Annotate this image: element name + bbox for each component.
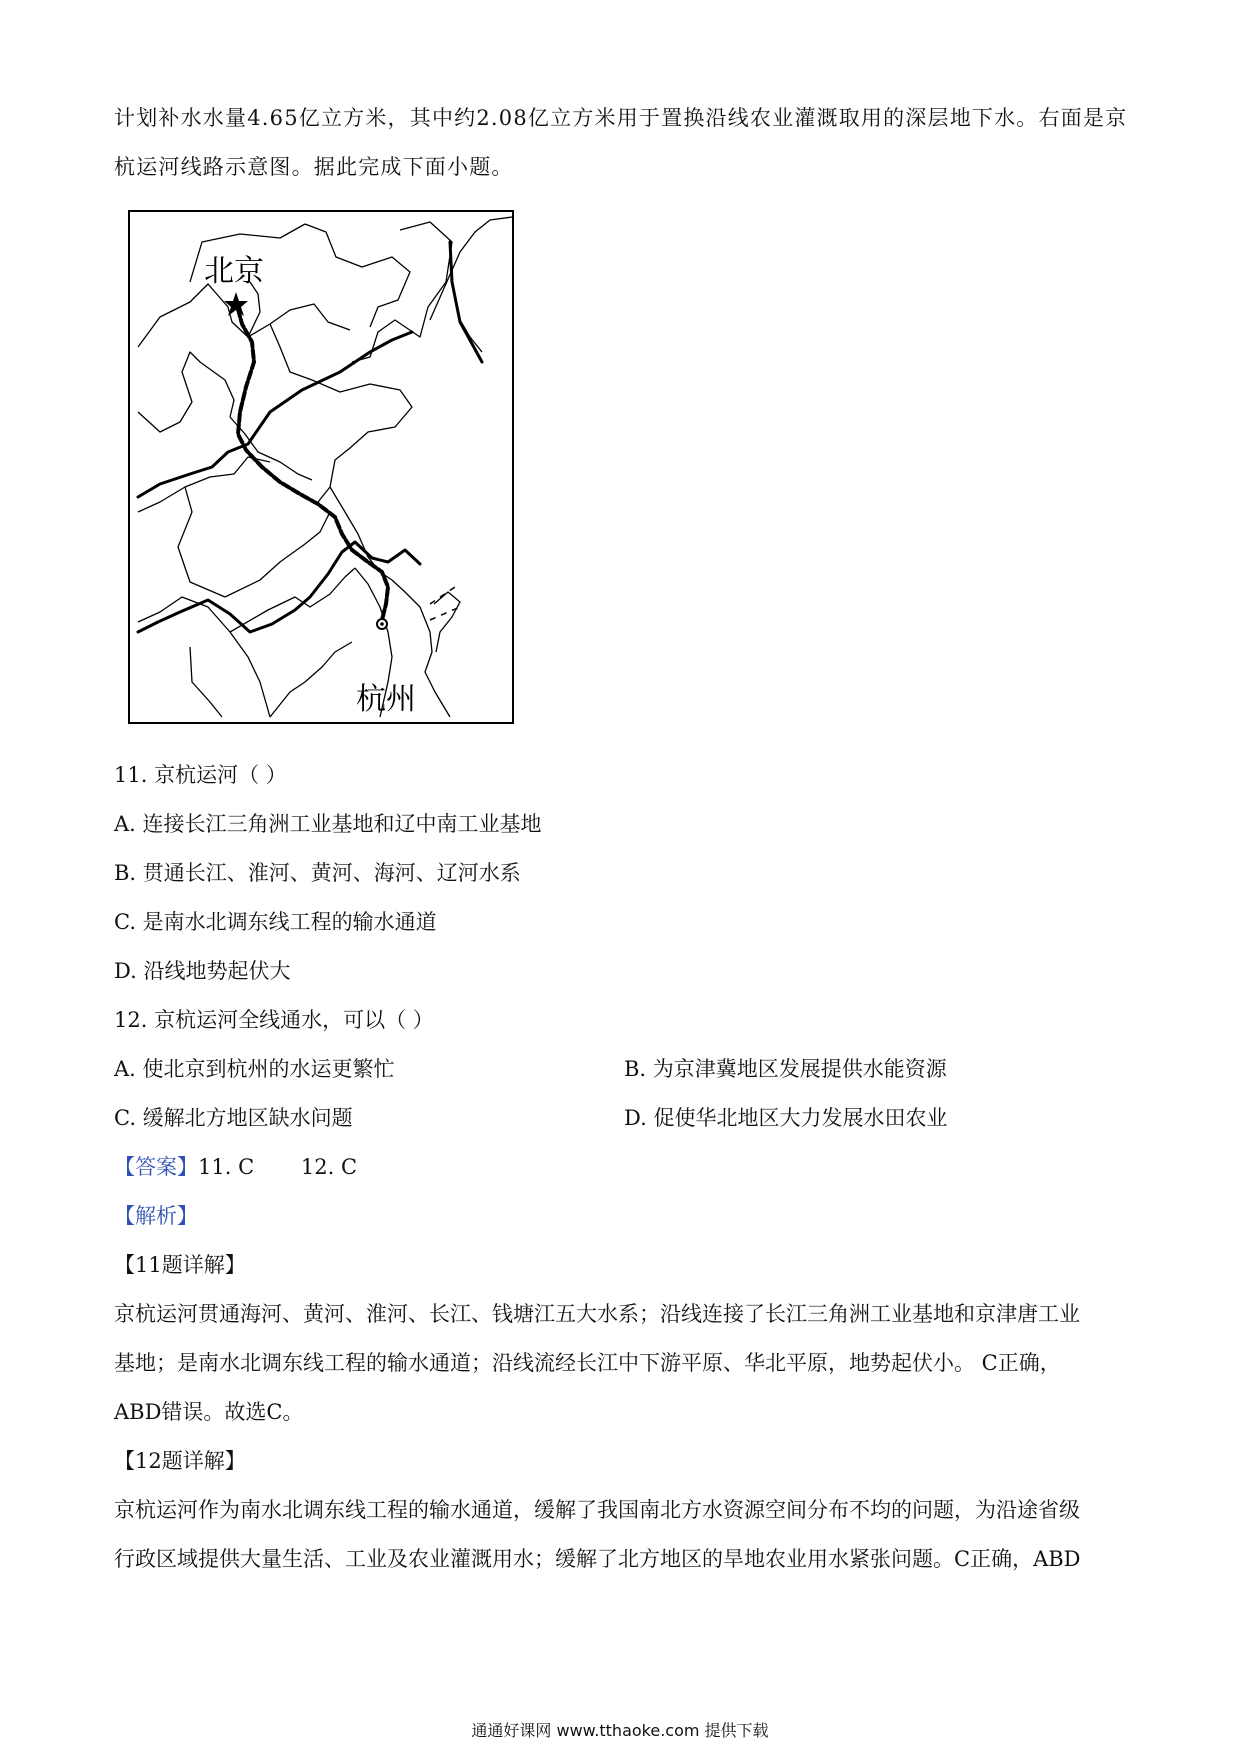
q11-detail-line-2: 基地；是南水北调东线工程的输水通道；沿线流经长江中下游平原、华北平原，地势起伏小。 C正确， — [114, 1351, 1061, 1375]
q11-option-b: B. 贯通长江、淮河、黄河、海河、辽河水系 — [114, 861, 521, 885]
q12-option-d: D. 促使华北地区大力发展水田农业 — [624, 1106, 948, 1130]
intro-line-2: 杭运河线路示意图。据此完成下面小题。 — [114, 155, 514, 179]
q11-detail-line-1: 京杭运河贯通海河、黄河、淮河、长江、钱塘江五大水系；沿线连接了长江三角洲工业基地和京津唐工业 — [114, 1302, 1080, 1326]
intro-line-1: 计划补水水量4.65亿立方米，其中约2.08亿立方米用于置换沿线农业灌溉取用的深层地下水。右面是京 — [114, 106, 1128, 130]
q12-detail-heading: 【12题详解】 — [114, 1449, 246, 1473]
q11-option-c: C. 是南水北调东线工程的输水通道 — [114, 910, 437, 934]
map-label-beijing: 北京 — [204, 254, 264, 289]
q12-detail-line-2: 行政区域提供大量生活、工业及农业灌溉用水；缓解了北方地区的旱地农业用水紧张问题。C正确，ABD — [114, 1547, 1081, 1571]
answer-line — [114, 1152, 357, 1182]
map-label-hangzhou: 杭州 — [356, 682, 416, 717]
q12-option-b: B. 为京津冀地区发展提供水能资源 — [624, 1057, 947, 1081]
answer-tag: 【答案】 — [114, 1155, 198, 1179]
beijing-star-icon — [224, 292, 248, 316]
q11-stem: 11. 京杭运河（ ） — [114, 763, 287, 787]
analysis-tag: 【解析】 — [114, 1204, 198, 1228]
q12-stem: 12. 京杭运河全线通水，可以（ ） — [114, 1008, 434, 1032]
footer-credit: 通通好课网 www.tthaoke.com 提供下载 — [471, 1721, 769, 1740]
q11-option-a: A. 连接长江三角洲工业基地和辽中南工业基地 — [114, 812, 542, 836]
grand-canal-map — [128, 210, 514, 724]
map-drawing — [130, 212, 512, 722]
q11-detail-heading: 【11题详解】 — [114, 1253, 246, 1277]
q11-option-d: D. 沿线地势起伏大 — [114, 959, 291, 983]
q12-option-c: C. 缓解北方地区缺水问题 — [114, 1106, 353, 1130]
q11-detail-line-3: ABD错误。故选C。 — [114, 1400, 304, 1424]
q12-detail-line-1: 京杭运河作为南水北调东线工程的输水通道，缓解了我国南北方水资源空间分布不均的问题，为沿途省级 — [114, 1498, 1080, 1522]
q12-option-a: A. 使北京到杭州的水运更繁忙 — [114, 1057, 395, 1081]
answer-text: 11. C 12. C — [198, 1155, 358, 1179]
